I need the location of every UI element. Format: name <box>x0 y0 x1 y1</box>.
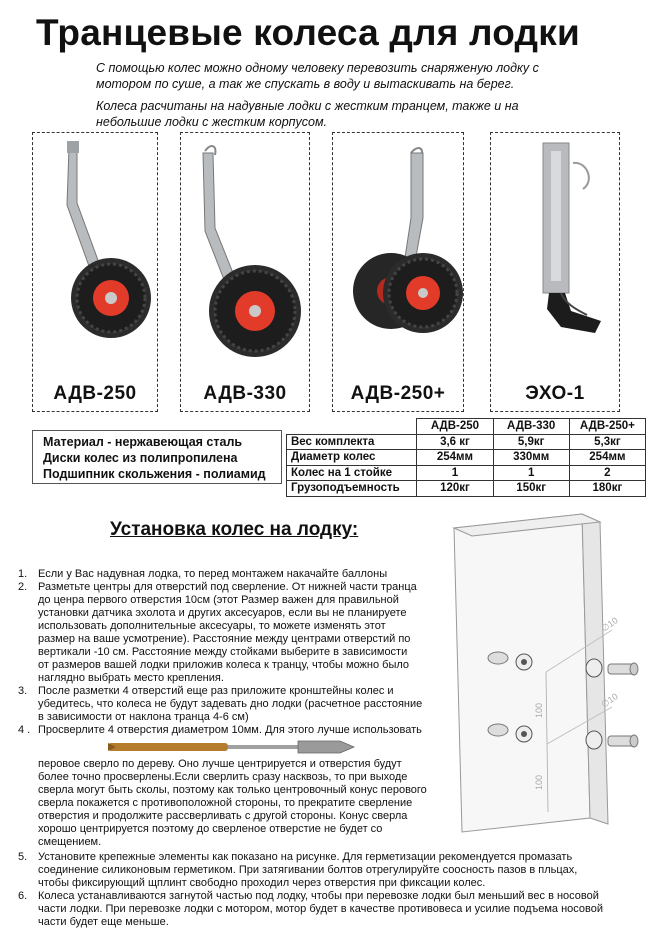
step-item <box>18 851 648 890</box>
step-line: части будет еще меньше. <box>38 916 169 928</box>
hole-diameter-label: ∅10 <box>599 691 620 710</box>
table-cell: 254мм <box>569 450 645 466</box>
table-corner <box>287 419 417 435</box>
product-label: АДВ-330 <box>203 383 287 404</box>
step-line: Разметьте центры для отверстий под сверление. От нижней части транца <box>38 581 417 593</box>
row-label: Грузоподъемность <box>287 481 417 497</box>
table-cell: 180кг <box>569 481 645 497</box>
step-line: хорошо центрируется поэтому до сверленое отверстие не будет со <box>38 823 383 835</box>
spade-drill-bit-icon <box>108 737 358 759</box>
hole-diameter-label: ∅10 <box>599 615 620 634</box>
wheel-image <box>333 133 465 383</box>
install-steps-final <box>18 851 648 929</box>
table-row <box>287 434 646 450</box>
table-cell: 150кг <box>493 481 569 497</box>
transducer-bracket-image <box>491 133 621 383</box>
intro-line: С помощью колес можно одному человеку перевозить снаряженую лодку с <box>96 61 539 75</box>
step-line: более точно просверлены.Если сверлить сразу насквозь, то при выходе <box>38 771 408 783</box>
table-cell: 2 <box>569 465 645 481</box>
step-item <box>18 568 448 581</box>
transom-mounting-diagram <box>442 512 662 842</box>
material-line: Диски колес из полипропилена <box>43 451 238 465</box>
step-line: вертикали -10 см. Расстояние между стойками выберите в зависимости <box>38 646 408 658</box>
step-line: Просверлите 4 отверстия диаметром 10мм. Для этого лучше использовать <box>38 724 422 736</box>
column-header: АДВ-250 <box>417 419 493 435</box>
step-line: в зависимости от наклона транца 4-6 см) <box>38 711 249 723</box>
intro-text <box>96 60 616 92</box>
column-header: АДВ-330 <box>493 419 569 435</box>
table-cell: 120кг <box>417 481 493 497</box>
table-row <box>287 481 646 497</box>
step-line: Если у Вас надувная лодка, то перед монтажем накачайте баллоны <box>38 568 388 580</box>
step-line: до ценра первого отверстия 10см (этот Размер важен для правильной <box>38 594 399 606</box>
step-line: соединение силиконовым герметиком. При затягивании болтов отрегулируйте соосность пазов в пльцах, <box>38 864 578 876</box>
step-item <box>18 685 448 724</box>
product-card-adv-250-plus <box>332 132 464 412</box>
step-line: наглядно выбрать место крепления. <box>38 672 224 684</box>
step-line: установки датчика эхолота и других аксесуаров, если вы не планируете <box>38 607 407 619</box>
step-number: 2. <box>18 581 28 593</box>
intro-line: небольшие лодки с жестким корпусом. <box>96 115 328 129</box>
material-line: Подшипник скольжения - полиамид <box>43 467 266 481</box>
step-line: чтобы фиксирующий щплинт свободно проходил через отверстия при фиксации колес. <box>38 877 486 889</box>
specs-table <box>286 418 646 497</box>
row-label: Диаметр колес <box>287 450 417 466</box>
table-header-row <box>287 419 646 435</box>
install-steps <box>18 568 448 737</box>
material-line: Материал - нержавеющая сталь <box>43 435 243 449</box>
table-cell: 1 <box>493 465 569 481</box>
dimension-label: 100 <box>534 702 544 718</box>
product-card-adv-250 <box>32 132 158 412</box>
dimension-label: 100 <box>534 774 544 790</box>
step-line: смещением. <box>38 836 102 848</box>
product-label: АДВ-250+ <box>350 383 446 404</box>
product-card-echo-1 <box>490 132 620 412</box>
table-cell: 5,3кг <box>569 434 645 450</box>
step-line: сверла покажется с противоположной стороны, то прекратите сверление <box>38 797 413 809</box>
step-line: убедитесь, что колеса не будут задевать дно лодки (расчетное расстояние <box>38 698 423 710</box>
column-header: АДВ-250+ <box>569 419 645 435</box>
step-line: части лодки. При перевозке лодки с мотором, мотор будет в качестве противовеса и усилие подъема носовой <box>38 903 603 915</box>
step-line: Установите крепежные элементы как показано на рисунке. Для герметизации рекомендуется промазать <box>38 851 573 863</box>
table-row <box>287 450 646 466</box>
table-row <box>287 465 646 481</box>
wheel-image <box>33 133 159 383</box>
step-number: 1. <box>18 568 28 580</box>
step-4-continued <box>38 758 468 849</box>
step-line: использовать дополнительные аксесуары, то можете изменять этот <box>38 620 386 632</box>
table-cell: 5,9кг <box>493 434 569 450</box>
materials-box <box>32 430 282 484</box>
intro-line: Колеса расчитаны на надувные лодки с жестким транцем, также и на <box>96 99 519 113</box>
wheel-image <box>181 133 311 383</box>
row-label: Колес на 1 стойке <box>287 465 417 481</box>
step-line: размер на ваше усмотрение). Расстояние между центрами отверстий по <box>38 633 411 645</box>
table-cell: 1 <box>417 465 493 481</box>
step-item <box>18 890 648 929</box>
intro-text-2 <box>96 98 616 130</box>
step-number: 3. <box>18 685 28 697</box>
step-number: 5. <box>18 851 28 863</box>
product-label: ЭХО-1 <box>525 383 585 404</box>
intro-line: мотором по суше, а так же спускать в воду и вытаскивать на берег. <box>96 77 515 91</box>
step-line: Колеса устанавливаются загнутой частью под лодку, чтобы при перевозке лодки был меньший вес в носовой <box>38 890 599 902</box>
product-label: АДВ-250 <box>53 383 137 404</box>
install-title: Установка колес на лодку: <box>110 519 359 540</box>
step-line: отверстия и продолжите рассверливать с другой стороны. Конус сверла <box>38 810 408 822</box>
step-line: от размеров вашей лодки приложив колеса к транцу, чтобы можно было <box>38 659 410 671</box>
table-cell: 254мм <box>417 450 493 466</box>
step-line: перовое сверло по дереву. Оно лучше центрируется и отверстия будут <box>38 758 402 770</box>
step-item <box>18 724 448 737</box>
row-label: Вес комплекта <box>287 434 417 450</box>
step-item <box>18 581 448 685</box>
step-number: 6. <box>18 890 28 902</box>
step-line: После разметки 4 отверстий еще раз приложите кронштейны колес и <box>38 685 394 697</box>
product-card-adv-330 <box>180 132 310 412</box>
page-title: Транцевые колеса для лодки <box>36 12 580 53</box>
step-number: 4 . <box>18 724 31 736</box>
step-line: сверла могут быть сколы, поэтому как только центровочный конус перового <box>38 784 427 796</box>
table-cell: 330мм <box>493 450 569 466</box>
table-cell: 3,6 кг <box>417 434 493 450</box>
